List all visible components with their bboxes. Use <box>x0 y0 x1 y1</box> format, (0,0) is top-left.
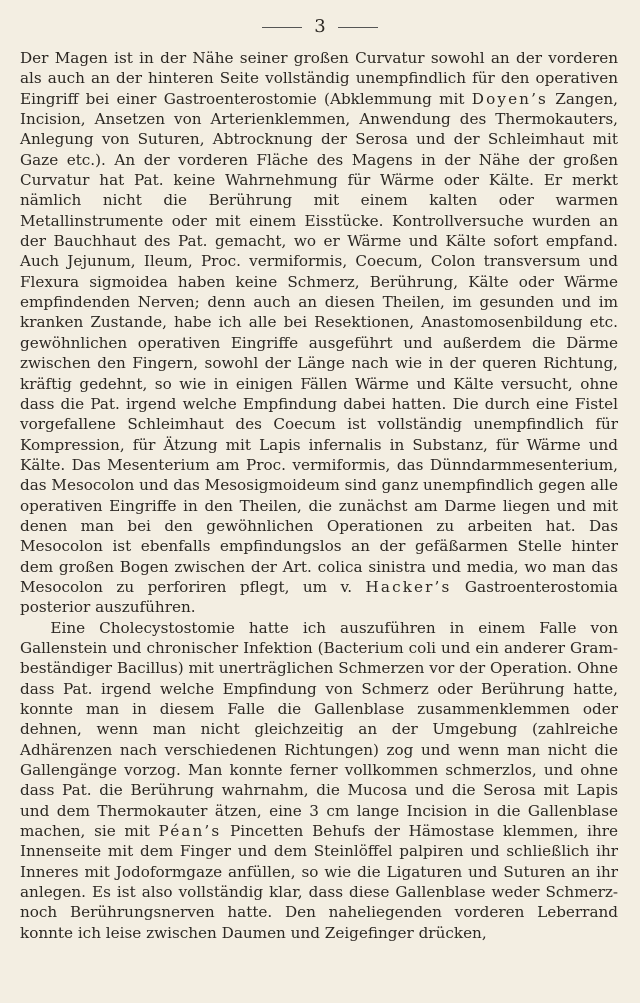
page-number: 3 <box>314 16 326 37</box>
author-name-hacker: Hacker’s <box>365 577 452 596</box>
text-run: Zangen, Incision, Ansetzen von Arterienklemmen, Anwendung des Thermokauters, Anlegung von Suturen, Abtrocknung der Serosa und der Schleimhaut mit Gaze etc.). An der vorderen Fläche des Magens in der Nähe der großen Curvatur hat Pat. keine Wahrnehmung für Wärme oder Kälte. Er merkt nämlich nicht die Berührung mit einem kalten oder warmen Metallinstrumente oder mit einem Eisstücke. Kontrollversuche wurden an der Bauchhaut des Pat. gemacht, wo er Wärme und Kälte sofort empfand. Auch Jejunum, Ileum, Proc. vermiformis, Coecum, Colon transversum und Flexura sigmoidea haben keine Schmerz, Berührung, Kälte oder Wärme empfindenden Nerven; denn auch an diesen Theilen, im gesunden und im kranken Zustande, habe ich alle bei Resektionen, Anastomosenbildung etc. gewöhnlichen operativen Eingriffe ausgeführt und außerdem die Därme zwischen den Fingern, sowohl der Länge nach wie in der queren Richtung, kräftig gedehnt, so wie in einigen Fällen Wärme und Kälte versucht, ohne dass die Pat. irgend welche Empfindung dabei hatten. Die durch eine Fistel vorgefallene Schleimhaut des Coecum ist vollständig unempfindlich für Kompression, für Ätzung mit Lapis infernalis in Substanz, für Wärme und Kälte. Das Mesenterium am Proc. vermiformis, das Dünndarmmesenterium, das Mesocolon und das Mesosigmoideum sind ganz unempfindlich gegen alle operativen Eingriffe in den Theilen, die zunächst am Darme liegen und mit denen man bei den gewöhnlichen Operationen zu arbeiten hat. Das Mesocolon ist ebenfalls empfindungslos an der gefäßarmen Stelle hinter dem großen Bogen zwischen der Art. colica sinistra und media, wo man das Mesocolon zu perforiren pflegt, um v. <box>20 89 618 596</box>
paragraph-2 <box>20 618 618 944</box>
text-run: Gastroenterostomia posterior auszuführen. <box>20 577 618 617</box>
text-run: Pincetten Behufs der Hämostase klemmen, ihre Innenseite mit dem Finger und dem Steinlöffel palpiren und schließlich ihr Inneres mit Jodoformgaze anfüllen, so wie die Ligaturen und Suturen an ihr anlegen. Es ist also vollständig klar, dass diese Gallenblase weder Schmerz- noch Berührungsnerven hatte. Den naheliegenden vorderen Leberrand konnte ich leise zwischen Daumen und Zeigefinger drücken, <box>20 822 618 942</box>
author-name-doyen: Doyen’s <box>471 89 548 108</box>
page-header <box>0 14 640 40</box>
header-rule-right <box>338 27 378 28</box>
author-name-pean: Péan’s <box>158 822 222 841</box>
body-text <box>20 48 618 943</box>
text-run: Der Magen ist in der Nähe seiner großen Curvatur sowohl an der vorderen als auch an der hinteren Seite vollständig unempfindlich für den operativen Eingriff bei einer Gastroenterostomie (Abklemmung mit <box>20 49 618 108</box>
paragraph-1 <box>20 48 618 618</box>
header-rule-left <box>262 27 302 28</box>
text-run: Eine Cholecystostomie hatte ich auszuführen in einem Falle von Gallenstein und chronischer Infektion (Bacterium coli und ein anderer Gram-beständiger Bacillus) mit unerträglichen Schmerzen vor der Operation. Ohne dass Pat. irgend welche Empfindung von Schmerz oder Berührung hatte, konnte man in diesem Falle die Gallenblase zusammenklemmen oder dehnen, wenn man nicht gleichzeitig an der Umgebung (zahlreiche Adhärenzen nach verschiedenen Richtungen) zog und wenn man nicht die Gallengänge vorzog. Man konnte ferner vollkommen schmerzlos, und ohne dass Pat. die Berührung wahrnahm, die Mucosa und die Serosa mit Lapis und dem Thermokauter ätzen, eine 3 cm lange Incision in die Gallenblase machen, sie mit <box>20 618 618 841</box>
